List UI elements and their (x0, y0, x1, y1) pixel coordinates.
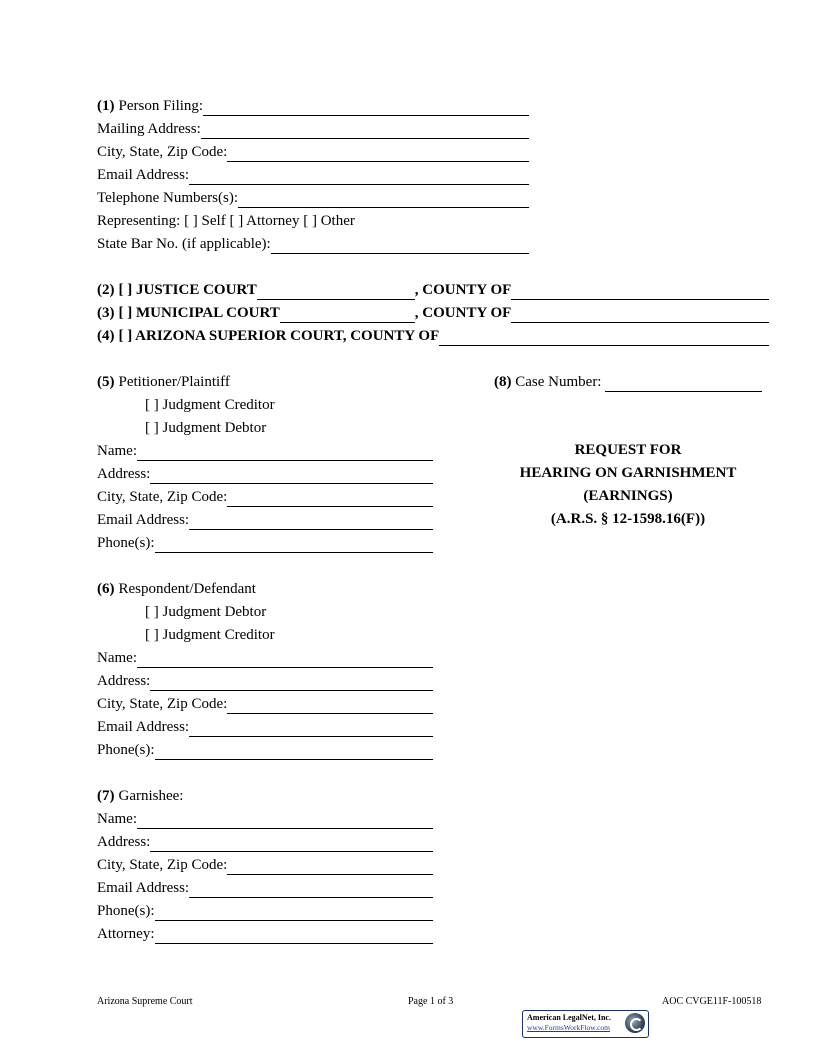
mailing-address-label: Mailing Address: (97, 121, 201, 137)
respondent-city-label: City, State, Zip Code: (97, 696, 228, 712)
respondent-option-label: [ ] Judgment Debtor (145, 604, 267, 620)
superior-court-label[interactable]: [ ] ARIZONA SUPERIOR COURT, COUNTY OF (118, 328, 440, 344)
garnishee-attorney-field[interactable] (155, 929, 434, 944)
garnishee-name-label: Name: (97, 811, 137, 827)
respondent-email-label: Email Address: (97, 719, 190, 735)
respondent-email-field[interactable] (189, 722, 433, 737)
garnishee-city-field[interactable] (227, 860, 433, 875)
state-bar-label: State Bar No. (if applicable): (97, 236, 271, 252)
city-state-zip-row (97, 143, 529, 162)
footer-form-code: AOC CVGE11F-100518 (662, 996, 762, 1007)
garnishee-name-row (97, 810, 433, 829)
petitioner-name-row (97, 442, 433, 461)
state-bar-field[interactable] (271, 239, 529, 254)
logo-company: American LegalNet, Inc. (527, 1013, 611, 1022)
state-bar-row (97, 235, 529, 254)
respondent-address-row (97, 672, 433, 691)
garnishee-phone-label: Phone(s): (97, 903, 155, 919)
justice-court-label[interactable]: [ ] JUSTICE COURT (118, 282, 257, 298)
municipal-county-label: , COUNTY OF (414, 305, 512, 321)
representing-checkboxes[interactable]: Representing: [ ] Self [ ] Attorney [ ] Other (97, 213, 355, 229)
garnishee-email-field[interactable] (189, 883, 433, 898)
form-title-line-3: (EARNINGS) (583, 488, 673, 504)
justice-county-field[interactable] (511, 285, 769, 300)
justice-court-row (97, 281, 769, 300)
petitioner-phone-row (97, 534, 433, 553)
petitioner-email-row (97, 511, 433, 530)
petitioner-address-field[interactable] (150, 469, 433, 484)
section-number: (8) (494, 374, 512, 390)
legalnet-logo[interactable] (522, 1010, 649, 1038)
garnishee-city-row (97, 856, 433, 875)
garnishee-phone-field[interactable] (155, 906, 434, 921)
form-title-line-2: HEARING ON GARNISHMENT (519, 465, 737, 481)
petitioner-option-label: [ ] Judgment Creditor (145, 397, 275, 413)
petitioner-option-label: [ ] Judgment Debtor (145, 420, 267, 436)
superior-court-row (97, 327, 769, 346)
mailing-address-field[interactable] (201, 124, 529, 139)
respondent-address-field[interactable] (150, 676, 433, 691)
respondent-name-row (97, 649, 433, 668)
case-number-row (494, 373, 762, 392)
petitioner-city-field[interactable] (227, 492, 433, 507)
petitioner-city-label: City, State, Zip Code: (97, 489, 228, 505)
municipal-court-label[interactable]: [ ] MUNICIPAL COURT (118, 305, 280, 321)
petitioner-city-row (97, 488, 433, 507)
garnishee-address-field[interactable] (150, 837, 433, 852)
telephone-label: Telephone Numbers(s): (97, 190, 238, 206)
petitioner-phone-field[interactable] (155, 538, 434, 553)
globe-icon (625, 1013, 645, 1033)
respondent-name-label: Name: (97, 650, 137, 666)
case-number-field[interactable] (605, 377, 762, 392)
email-row (97, 166, 529, 185)
municipal-court-row (97, 304, 769, 323)
respondent-title: Respondent/Defendant (118, 581, 256, 597)
section-number: (6) (97, 581, 115, 597)
petitioner-address-label: Address: (97, 466, 151, 482)
garnishee-city-label: City, State, Zip Code: (97, 857, 228, 873)
garnishee-attorney-row (97, 925, 433, 944)
respondent-email-row (97, 718, 433, 737)
superior-county-field[interactable] (439, 331, 769, 346)
respondent-heading (97, 580, 256, 599)
garnishee-name-field[interactable] (137, 814, 433, 829)
section-number: (2) (97, 282, 115, 298)
petitioner-option-debtor[interactable] (145, 419, 266, 438)
garnishee-email-label: Email Address: (97, 880, 190, 896)
representing-row (97, 212, 355, 231)
garnishee-email-row (97, 879, 433, 898)
form-title-line-4: (A.R.S. § 12-1598.16(F)) (550, 511, 706, 527)
respondent-city-row (97, 695, 433, 714)
mailing-address-row (97, 120, 529, 139)
municipal-county-field[interactable] (511, 308, 769, 323)
footer-court: Arizona Supreme Court (97, 996, 193, 1007)
petitioner-title: Petitioner/Plaintiff (118, 374, 230, 390)
logo-url[interactable]: www.FormsWorkFlow.com (527, 1023, 611, 1032)
garnishee-address-row (97, 833, 433, 852)
respondent-city-field[interactable] (227, 699, 433, 714)
respondent-option-creditor[interactable] (145, 626, 275, 645)
respondent-address-label: Address: (97, 673, 151, 689)
form-title-line-1: REQUEST FOR (574, 442, 682, 458)
petitioner-phone-label: Phone(s): (97, 535, 155, 551)
person-filing-label: Person Filing: (118, 98, 204, 114)
case-number-label: Case Number: (511, 374, 606, 390)
city-state-zip-field[interactable] (227, 147, 529, 162)
person-filing-row (97, 97, 529, 116)
garnishee-address-label: Address: (97, 834, 151, 850)
section-number: (7) (97, 788, 115, 804)
petitioner-option-creditor[interactable] (145, 396, 275, 415)
garnishee-attorney-label: Attorney: (97, 926, 155, 942)
petitioner-name-field[interactable] (137, 446, 433, 461)
respondent-phone-row (97, 741, 433, 760)
petitioner-email-field[interactable] (189, 515, 433, 530)
person-filing-field[interactable] (203, 101, 529, 116)
justice-county-label: , COUNTY OF (414, 282, 512, 298)
telephone-field[interactable] (238, 193, 529, 208)
section-number: (5) (97, 374, 115, 390)
garnishee-title: Garnishee: (118, 788, 184, 804)
respondent-option-label: [ ] Judgment Creditor (145, 627, 275, 643)
email-field[interactable] (189, 170, 529, 185)
respondent-phone-field[interactable] (155, 745, 434, 760)
respondent-name-field[interactable] (137, 653, 433, 668)
garnishee-heading (97, 787, 183, 806)
petitioner-heading (97, 373, 230, 392)
petitioner-name-label: Name: (97, 443, 137, 459)
petitioner-address-row (97, 465, 433, 484)
section-number: (1) (97, 98, 115, 114)
section-number: (3) (97, 305, 115, 321)
garnishee-phone-row (97, 902, 433, 921)
municipal-court-field[interactable] (280, 308, 415, 323)
respondent-option-debtor[interactable] (145, 603, 266, 622)
footer-page-number: Page 1 of 3 (408, 996, 454, 1007)
city-state-zip-label: City, State, Zip Code: (97, 144, 228, 160)
petitioner-email-label: Email Address: (97, 512, 190, 528)
section-number: (4) (97, 328, 115, 344)
respondent-phone-label: Phone(s): (97, 742, 155, 758)
email-label: Email Address: (97, 167, 190, 183)
justice-court-field[interactable] (257, 285, 415, 300)
telephone-row (97, 189, 529, 208)
